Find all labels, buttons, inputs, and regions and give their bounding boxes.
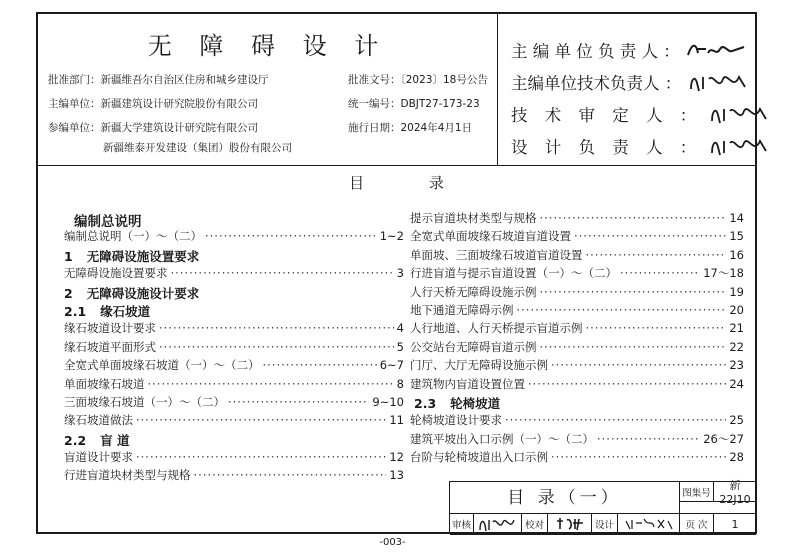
handwritten-signature-icon xyxy=(624,517,674,531)
approval-doc-value: 〔2023〕18号公告 xyxy=(400,74,488,86)
toc-entry-page: 26～27 xyxy=(703,431,744,446)
page-number: -003- xyxy=(379,537,406,548)
toc-leader-dots xyxy=(228,395,369,409)
handwritten-signature-icon xyxy=(687,71,747,93)
toc-entry-title: 编制总说明 xyxy=(74,214,142,230)
chief-unit-head-row xyxy=(511,38,746,62)
toc-leader-dots xyxy=(586,321,727,335)
co-unit-value-1: 新疆大学建筑设计研究院有限公司 xyxy=(100,122,258,134)
toc-entry-page: 13 xyxy=(389,468,404,483)
toc-entry-title: 门厅、大厅无障碍设施示例 xyxy=(410,358,548,373)
header-info-panel xyxy=(38,14,498,166)
design-signature xyxy=(618,514,680,535)
toc-entry-title: 建筑物内盲道设置位置 xyxy=(410,376,525,391)
toc-entry-page: 11 xyxy=(389,413,404,428)
title-block xyxy=(449,481,755,534)
handwritten-signature-icon xyxy=(708,135,768,157)
page-label: 页 次 xyxy=(680,514,714,535)
toc-entry-title: 盲 道 xyxy=(100,432,130,448)
toc-entry-title: 缘石坡道做法 xyxy=(64,413,133,428)
toc-entry-title: 全宽式单面坡缘石坡道（一）～（二） xyxy=(64,358,260,373)
toc-entry-page: 8 xyxy=(396,376,404,391)
design-head-row xyxy=(511,134,768,158)
toc-entry[interactable] xyxy=(410,247,744,265)
toc-leader-dots xyxy=(205,229,377,243)
atlas-no-label: 图集号 xyxy=(680,482,714,502)
toc-leader-dots xyxy=(551,358,726,372)
toc-leader-dots xyxy=(136,450,386,464)
toc-entry-title: 盲道设计要求 xyxy=(64,450,133,465)
toc-leader-dots xyxy=(505,413,726,427)
toc-entry[interactable] xyxy=(64,449,404,467)
toc-entry-page: 17～18 xyxy=(703,266,744,281)
toc-entry[interactable] xyxy=(64,320,404,338)
toc-leader-dots xyxy=(540,211,727,225)
toc-entry[interactable] xyxy=(410,431,744,449)
toc-entry-title: 编制总说明（一）～（二） xyxy=(64,229,202,244)
toc-entry-page: 22 xyxy=(729,339,744,354)
toc-entry-page: 28 xyxy=(729,450,744,465)
toc-section-heading[interactable] xyxy=(64,431,404,449)
toc-section-heading[interactable] xyxy=(64,284,404,302)
toc-entry-title: 行进盲道与提示盲道设置（一）～（二） xyxy=(410,266,617,281)
handwritten-signature-icon xyxy=(478,516,518,532)
toc-entry[interactable] xyxy=(64,228,404,246)
atlas-no-value: 新22J10 xyxy=(714,482,756,502)
toc-entry-page: 23 xyxy=(729,358,744,373)
toc-entry[interactable] xyxy=(64,357,404,375)
toc-entry-page: 9~10 xyxy=(372,394,404,409)
toc-leader-dots xyxy=(597,432,700,446)
toc-entry-page: 20 xyxy=(729,302,744,317)
toc-entry[interactable] xyxy=(410,302,744,320)
toc-entry-title: 全宽式单面坡缘石坡道盲道设置 xyxy=(410,229,571,244)
toc-leader-dots xyxy=(171,266,394,280)
toc-section-number: 2.3 xyxy=(414,395,437,411)
toc-entry[interactable] xyxy=(64,412,404,430)
toc-leader-dots xyxy=(194,468,387,482)
chief-unit-value: 新疆建筑设计研究院股份有限公司 xyxy=(100,98,258,110)
approval-doc-label: 批准文号： xyxy=(348,74,401,86)
chief-unit-head-label: 主 编 单 位 负 责 人 ： xyxy=(511,42,680,61)
approval-dept-label: 批准部门： xyxy=(48,74,101,86)
toc-leader-dots xyxy=(148,377,394,391)
toc-entry-title: 轮椅坡道 xyxy=(450,395,501,411)
chief-unit xyxy=(48,96,258,111)
design-head-label: 设 计 负 责 人 ： xyxy=(511,138,703,157)
check-label: 校对 xyxy=(522,514,548,535)
handwritten-signature-icon xyxy=(686,39,746,61)
toc-entry-page: 24 xyxy=(729,376,744,391)
co-unit-label: 参编单位： xyxy=(48,122,101,134)
handwritten-signature-icon xyxy=(708,103,768,125)
toc-entry-page: 21 xyxy=(729,321,744,336)
toc-entry-title: 无障碍设施设置要求 xyxy=(86,248,200,264)
toc-leader-dots xyxy=(517,303,727,317)
toc-leader-dots xyxy=(540,285,727,299)
approval-dept xyxy=(48,72,269,87)
toc-leader-dots xyxy=(586,248,727,262)
toc-entry-title: 单面坡、三面坡缘石坡道盲道设置 xyxy=(410,247,583,262)
toc-entry-title: 无障碍设施设计要求 xyxy=(86,285,200,301)
toc-leader-dots xyxy=(159,340,394,354)
toc-entry-page: 16 xyxy=(729,247,744,262)
toc-section-number: 2.1 xyxy=(64,303,87,319)
page-value: 1 xyxy=(714,514,756,535)
toc-entry-title: 台阶与轮椅坡道出入口示例 xyxy=(410,450,548,465)
toc-leader-dots xyxy=(574,229,726,243)
toc-entry-page: 4 xyxy=(396,321,404,336)
tech-reviewer-row xyxy=(511,102,768,126)
toc-entry-page: 15 xyxy=(729,229,744,244)
chief-unit-label: 主编单位： xyxy=(48,98,101,110)
co-unit xyxy=(48,120,258,135)
header-section xyxy=(38,14,755,166)
design-label: 设计 xyxy=(592,514,618,535)
toc-section-heading[interactable] xyxy=(64,302,404,320)
toc-entry-page: 14 xyxy=(729,211,744,225)
toc-entry[interactable] xyxy=(64,339,404,357)
toc-entry-title: 提示盲道块材类型与规格 xyxy=(410,211,537,225)
toc-entry-title: 人行天桥无障碍设施示例 xyxy=(410,284,537,299)
toc-entry[interactable] xyxy=(64,394,404,412)
toc-entry[interactable] xyxy=(410,412,744,430)
standard-title: 无 障 碍 设 计 xyxy=(147,32,389,60)
toc-entry[interactable] xyxy=(410,265,744,283)
toc-entry-page: 6~7 xyxy=(379,358,404,373)
serial-label: 统一编号： xyxy=(348,98,401,110)
toc-leader-dots xyxy=(540,340,727,354)
toc-entry-page: 5 xyxy=(396,339,404,354)
toc-entry[interactable] xyxy=(410,228,744,246)
toc-leader-dots xyxy=(620,266,700,280)
toc-entry-page: 3 xyxy=(396,266,404,281)
check-signature xyxy=(548,514,592,535)
serial-value: DBJT27-173-23 xyxy=(400,98,480,110)
toc-entry-title: 公交站台无障碍盲道示例 xyxy=(410,339,537,354)
toc-entry-title: 缘石坡道平面形式 xyxy=(64,339,156,354)
serial-number xyxy=(348,96,480,111)
toc-entry[interactable] xyxy=(64,265,404,283)
toc-leader-dots xyxy=(159,321,394,335)
tech-reviewer-label: 技 术 审 定 人 ： xyxy=(511,106,703,125)
toc-entry-title: 人行地道、人行天桥提示盲道示例 xyxy=(410,321,583,336)
toc-entry-title: 无障碍设施设置要求 xyxy=(64,266,168,281)
toc-entry[interactable] xyxy=(410,449,744,467)
toc-entry-title: 三面坡缘石坡道（一）～（二） xyxy=(64,394,225,409)
chief-tech-head-row xyxy=(511,70,747,94)
toc-entry-title: 缘石坡道 xyxy=(100,303,151,319)
toc-entry-page: 12 xyxy=(389,450,404,465)
toc-section-heading[interactable] xyxy=(410,394,744,412)
toc-entry[interactable] xyxy=(410,320,744,338)
toc-leader-dots xyxy=(136,413,386,427)
toc-entry-title: 单面坡缘石坡道 xyxy=(64,376,145,391)
chief-tech-head-label: 主编单位技术负责人 ： xyxy=(511,74,682,93)
title-block-signatures xyxy=(450,514,756,535)
review-label: 审核 xyxy=(450,514,474,535)
atlas-spacer xyxy=(680,502,756,514)
toc-heading: 目 录 xyxy=(349,174,474,192)
toc-entry-page: 1~2 xyxy=(379,229,404,244)
toc-right-column xyxy=(410,210,744,467)
drawing-frame xyxy=(36,12,757,534)
title-block-title: 目 录（一） xyxy=(450,482,680,514)
toc-entry[interactable] xyxy=(64,376,404,394)
review-signature xyxy=(474,514,522,535)
toc-entry[interactable] xyxy=(410,376,744,394)
toc-leader-dots xyxy=(528,377,726,391)
approval-dept-value: 新疆维吾尔自治区住房和城乡建设厅 xyxy=(100,74,269,86)
toc-entry-page: 25 xyxy=(729,413,744,428)
handwritten-signature-icon xyxy=(555,517,585,531)
toc-entry-title: 建筑平坡出入口示例（一）～（二） xyxy=(410,431,594,446)
toc-section-heading[interactable] xyxy=(64,247,404,265)
toc-left-column xyxy=(64,210,404,486)
toc-entry-title: 轮椅坡道设计要求 xyxy=(410,413,502,428)
toc-entry[interactable] xyxy=(410,339,744,357)
toc-entry[interactable] xyxy=(410,210,744,228)
impl-date-label: 施行日期： xyxy=(348,122,401,134)
toc-leader-dots xyxy=(263,358,377,372)
toc-entry[interactable] xyxy=(64,467,404,485)
toc-section-number: 1 xyxy=(64,248,73,264)
toc-entry-title: 行进盲道块材类型与规格 xyxy=(64,468,191,483)
impl-date-value: 2024年4月1日 xyxy=(400,122,473,134)
co-unit-2 xyxy=(103,140,292,155)
toc-entry[interactable] xyxy=(410,357,744,375)
toc-leader-dots xyxy=(551,450,726,464)
toc-section-number: 2.2 xyxy=(64,432,87,448)
responsibles-panel xyxy=(499,14,755,166)
approval-doc xyxy=(348,72,488,87)
toc-section-heading[interactable] xyxy=(64,210,404,228)
impl-date xyxy=(348,120,472,135)
toc-section-number: 2 xyxy=(64,285,73,301)
toc-entry-title: 缘石坡道设计要求 xyxy=(64,321,156,336)
toc-entry-title: 地下通道无障碍示例 xyxy=(410,302,514,317)
co-unit-value-2: 新疆维泰开发建设（集团）股份有限公司 xyxy=(103,142,292,154)
toc-entry-page: 19 xyxy=(729,284,744,299)
toc-entry[interactable] xyxy=(410,284,744,302)
